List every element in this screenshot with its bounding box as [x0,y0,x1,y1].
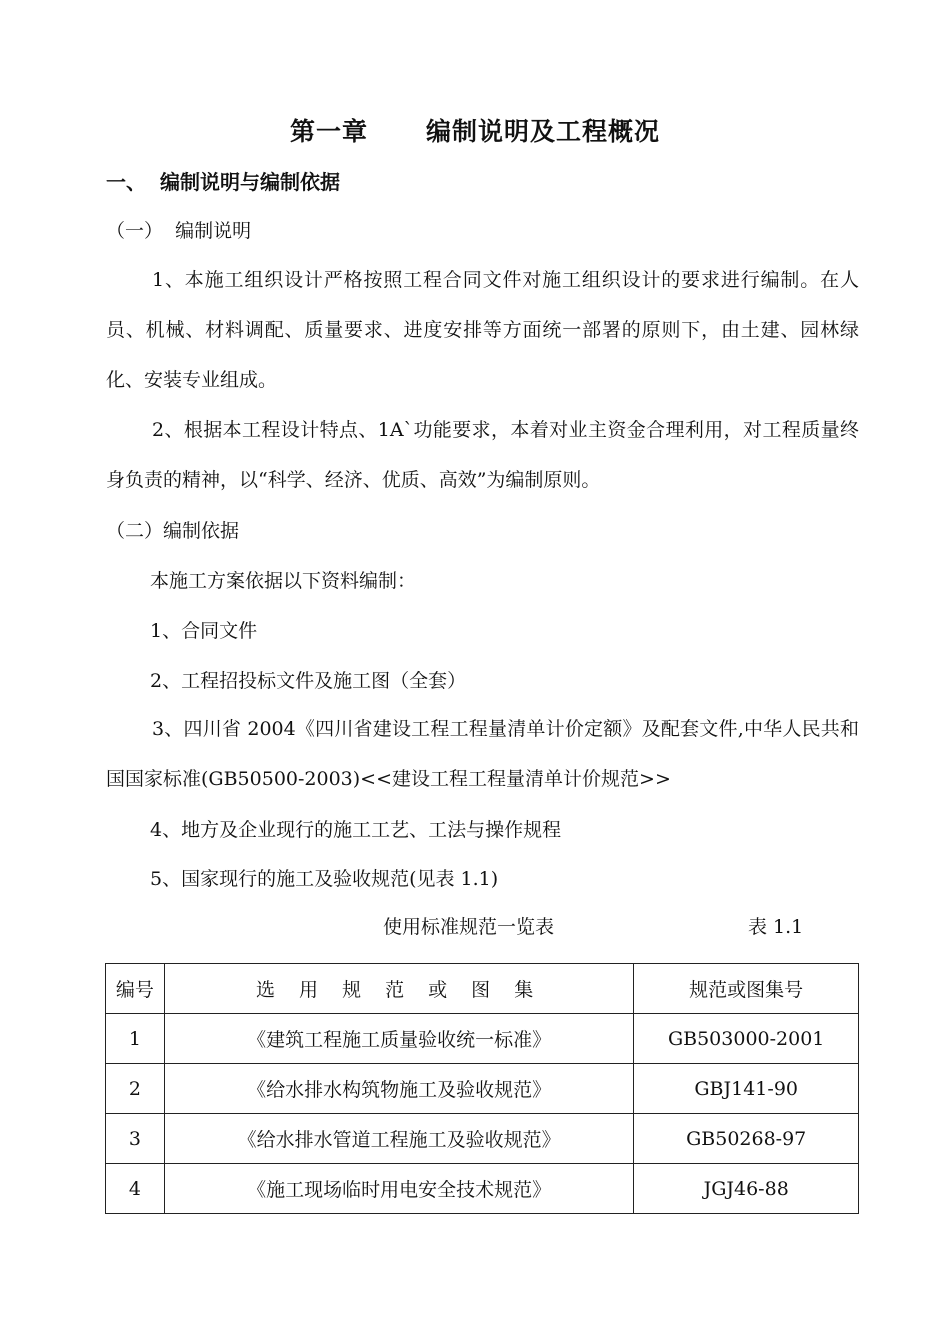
cell-code: GBJ141-90 [634,1064,859,1114]
paragraph-1: 1、本施工组织设计严格按照工程合同文件对施工组织设计的要求进行编制。在人员、机械、材料调配、质量要求、进度安排等方面统一部署的原则下，由土建、园林绿化、安装专业组成。 [106,269,859,391]
standards-table [105,963,859,1214]
basis-item-5: 5、国家现行的施工及验收规范(见表 1.1) [150,868,499,890]
header-code: 规范或图集号 [634,964,859,1014]
basis-intro: 本施工方案依据以下资料编制： [150,570,417,592]
basis-item-4: 4、地方及企业现行的施工工艺、工法与操作规程 [150,819,562,841]
subsection-heading-2: （二）编制依据 [106,520,240,542]
basis-item-2: 2、工程招投标文件及施工图（全套） [150,670,467,692]
header-name: 选 用 规 范 或 图 集 [164,964,634,1014]
table-row [106,1114,859,1164]
basis-item-1: 1、合同文件 [150,620,258,642]
cell-name: 《给水排水管道工程施工及验收规范》 [164,1114,634,1164]
cell-code: GB50268-97 [634,1114,859,1164]
cell-name: 《施工现场临时用电安全技术规范》 [164,1164,634,1214]
table-caption: 使用标准规范一览表 [383,916,555,938]
table-label: 表 1.1 [748,916,804,938]
basis-item-3: 3、四川省 2004《四川省建设工程工程量清单计价定额》及配套文件,中华人民共和国国家标准(GB50500-2003)<<建设工程工程量清单计价规范>> [106,718,859,790]
cell-code: JGJ46-88 [634,1164,859,1214]
cell-no: 2 [106,1064,165,1114]
section-title: 编制说明与编制依据 [160,170,340,194]
section-heading [106,166,340,195]
table-header-row [106,964,859,1014]
chapter-title-text: 编制说明及工程概况 [426,117,661,146]
cell-code: GB503000-2001 [634,1014,859,1064]
header-no: 编号 [106,964,165,1014]
cell-name: 《建筑工程施工质量验收统一标准》 [164,1014,634,1064]
section-number: 一、 [106,170,146,194]
cell-name: 《给水排水构筑物施工及验收规范》 [164,1064,634,1114]
table-row [106,1064,859,1114]
cell-no: 3 [106,1114,165,1164]
chapter-number: 第一章 [289,117,368,146]
table-row [106,1014,859,1064]
cell-no: 4 [106,1164,165,1214]
subsection-heading-1: （一） 编制说明 [106,220,252,242]
cell-no: 1 [106,1014,165,1064]
chapter-title [0,112,950,148]
table-row [106,1164,859,1214]
paragraph-2: 2、根据本工程设计特点、1A`功能要求，本着对业主资金合理利用，对工程质量终身负责的精神，以“科学、经济、优质、高效”为编制原则。 [106,419,859,491]
